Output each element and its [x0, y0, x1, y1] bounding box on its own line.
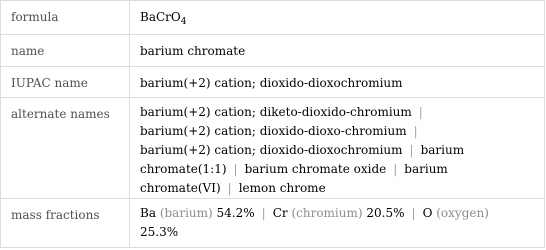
separator: | [409, 143, 414, 157]
alternate-name: barium(+2) cation; diketo-dioxido-chromium [140, 105, 412, 119]
table-row-name [1, 35, 545, 67]
element-symbol: Cr [272, 206, 288, 220]
row-label-mass-fractions [1, 199, 130, 248]
element-name: (oxygen) [436, 206, 489, 220]
element-fraction: 25.3% [140, 225, 179, 239]
separator: | [227, 181, 232, 195]
element-name: (chromium) [291, 206, 363, 220]
separator: | [418, 105, 423, 119]
alternate-name: barium(+2) cation; dioxido-dioxo-chromium [140, 124, 407, 138]
separator: | [413, 124, 418, 138]
alternate-names-line-2 [140, 122, 536, 141]
formula-base: BaCrO [140, 10, 181, 24]
row-label-iupac [1, 67, 130, 98]
row-value-iupac [130, 67, 545, 98]
element-symbol: Ba [140, 206, 156, 220]
row-label-name [1, 35, 130, 67]
alternate-names-line-3 [140, 141, 536, 160]
alternate-name-part: chromate(1:1) [140, 162, 227, 176]
formula-label: formula [11, 10, 59, 24]
element-name: (barium) [159, 206, 213, 220]
alternate-names-line-5 [140, 179, 536, 198]
alternate-names-label: alternate names [11, 107, 110, 121]
table-row-mass-fractions [1, 199, 545, 248]
separator: | [233, 162, 238, 176]
row-label-formula [1, 1, 130, 35]
alternate-names-line-4 [140, 160, 536, 179]
alternate-name-part: barium [420, 143, 465, 157]
row-value-name [130, 35, 545, 67]
separator: | [411, 206, 416, 220]
formula-subscript: 4 [180, 17, 187, 27]
row-value-mass-fractions [130, 199, 545, 248]
table-row-iupac [1, 67, 545, 98]
alternate-name: barium(+2) cation; dioxido-dioxochromium [140, 143, 403, 157]
iupac-label: IUPAC name [11, 76, 88, 90]
row-value-formula [130, 1, 545, 35]
alternate-name-part: chromate(VI) [140, 181, 221, 195]
alternate-name: barium chromate oxide [244, 162, 387, 176]
row-value-alternate-names [130, 98, 545, 199]
alternate-name: lemon chrome [238, 181, 326, 195]
row-label-alternate-names [1, 98, 130, 199]
mass-fractions-label: mass fractions [11, 208, 100, 222]
separator: | [261, 206, 266, 220]
element-symbol: O [422, 206, 433, 220]
alternate-name-part: barium [404, 162, 448, 176]
element-fraction: 20.5% [366, 206, 405, 220]
element-fraction: 54.2% [216, 206, 255, 220]
table-row-alternate-names [1, 98, 545, 199]
separator: | [393, 162, 398, 176]
iupac-value: barium(+2) cation; dioxido-dioxochromium [140, 76, 403, 90]
name-label: name [11, 44, 45, 58]
name-value: barium chromate [140, 44, 246, 58]
mass-fractions-line-1 [140, 204, 536, 223]
alternate-names-line-1 [140, 103, 536, 122]
mass-fractions-line-2 [140, 223, 536, 242]
table-row-formula [1, 1, 545, 35]
